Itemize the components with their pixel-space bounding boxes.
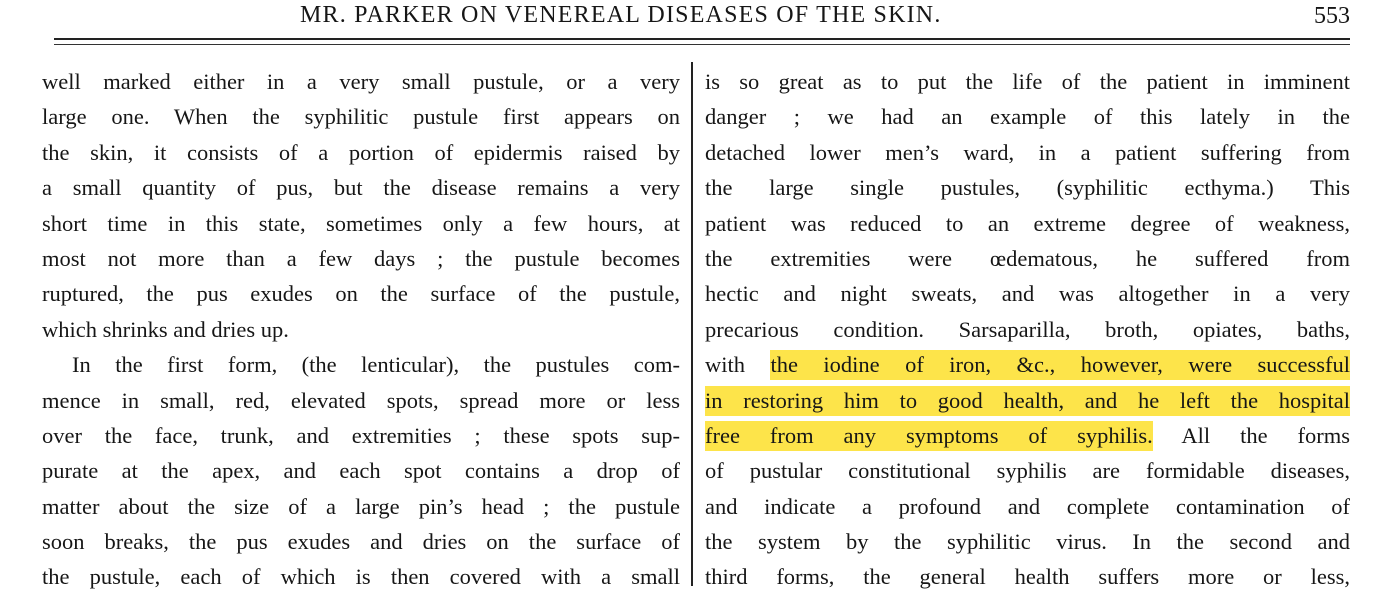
header-rule-thin bbox=[54, 44, 1350, 45]
left-line-paragraph-end: which shrinks and dries up. bbox=[42, 316, 289, 342]
left-line: short time in this state, sometimes only a few hours, at bbox=[42, 210, 680, 236]
left-line: the skin, it consists of a portion of epidermis raised by bbox=[42, 139, 680, 165]
left-line: the pustule, each of which is then covered with a small bbox=[42, 564, 680, 590]
left-line: most not more than a few days ; the pustule becomes bbox=[42, 245, 680, 271]
right-line: the extremities were œdematous, he suffered from bbox=[705, 245, 1350, 271]
right-line: precarious condition. Sarsaparilla, broth, opiates, baths, bbox=[705, 316, 1350, 342]
left-line: a small quantity of pus, but the disease remains a very bbox=[42, 175, 680, 201]
right-line: the system by the syphilitic virus. In the second and bbox=[705, 529, 1350, 555]
column-divider bbox=[691, 62, 693, 586]
highlighted-text: free from any symptoms of syphilis. bbox=[705, 421, 1153, 451]
right-line: the large single pustules, (syphilitic ecthyma.) This bbox=[705, 175, 1350, 201]
right-line-highlight-start bbox=[705, 347, 1350, 382]
left-line: well marked either in a very small pustule, or a very bbox=[42, 69, 680, 94]
left-line: matter about the size of a large pin’s head ; the pustule bbox=[42, 493, 680, 519]
left-line: mence in small, red, elevated spots, spread more or less bbox=[42, 387, 680, 413]
header-rule-thick bbox=[54, 38, 1350, 40]
left-line: ruptured, the pus exudes on the surface of the pustule, bbox=[42, 281, 680, 307]
right-line: of pustular constitutional syphilis are formidable diseases, bbox=[705, 458, 1350, 484]
right-line: third forms, the general health suffers more or less, bbox=[705, 564, 1350, 590]
right-line-text: with bbox=[705, 352, 771, 378]
right-line: and indicate a profound and complete contamination of bbox=[705, 493, 1350, 519]
right-line: hectic and night sweats, and was altogether in a very bbox=[705, 281, 1350, 307]
right-line-highlighted bbox=[705, 383, 1350, 418]
highlighted-text: in restoring him to good health, and he left the hospital bbox=[705, 386, 1350, 416]
left-line: over the face, trunk, and extremities ; these spots sup- bbox=[42, 422, 680, 448]
left-line: purate at the apex, and each spot contains a drop of bbox=[42, 458, 680, 484]
left-column bbox=[42, 64, 680, 595]
running-head bbox=[0, 0, 1400, 34]
left-line: large one. When the syphilitic pustule first appears on bbox=[42, 104, 680, 130]
right-line-text: All the forms bbox=[1152, 422, 1350, 448]
right-line: detached lower men’s ward, in a patient suffering from bbox=[705, 139, 1350, 165]
highlighted-text: the iodine of iron, &c., however, were successful bbox=[770, 350, 1350, 380]
running-title: MR. PARKER ON VENEREAL DISEASES OF THE SKIN. bbox=[300, 2, 942, 28]
left-line: soon breaks, the pus exudes and dries on the surface of bbox=[42, 529, 680, 555]
right-line: patient was reduced to an extreme degree of weakness, bbox=[705, 210, 1350, 236]
right-line: is so great as to put the life of the patient in imminent bbox=[705, 69, 1350, 94]
right-line: danger ; we had an example of this lately in the bbox=[705, 104, 1350, 130]
right-line-highlight-end bbox=[705, 418, 1350, 453]
page-number: 553 bbox=[1314, 3, 1350, 29]
right-column bbox=[705, 64, 1350, 595]
left-line-paragraph-start: In the first form, (the lenticular), the pustules com- bbox=[72, 352, 680, 378]
